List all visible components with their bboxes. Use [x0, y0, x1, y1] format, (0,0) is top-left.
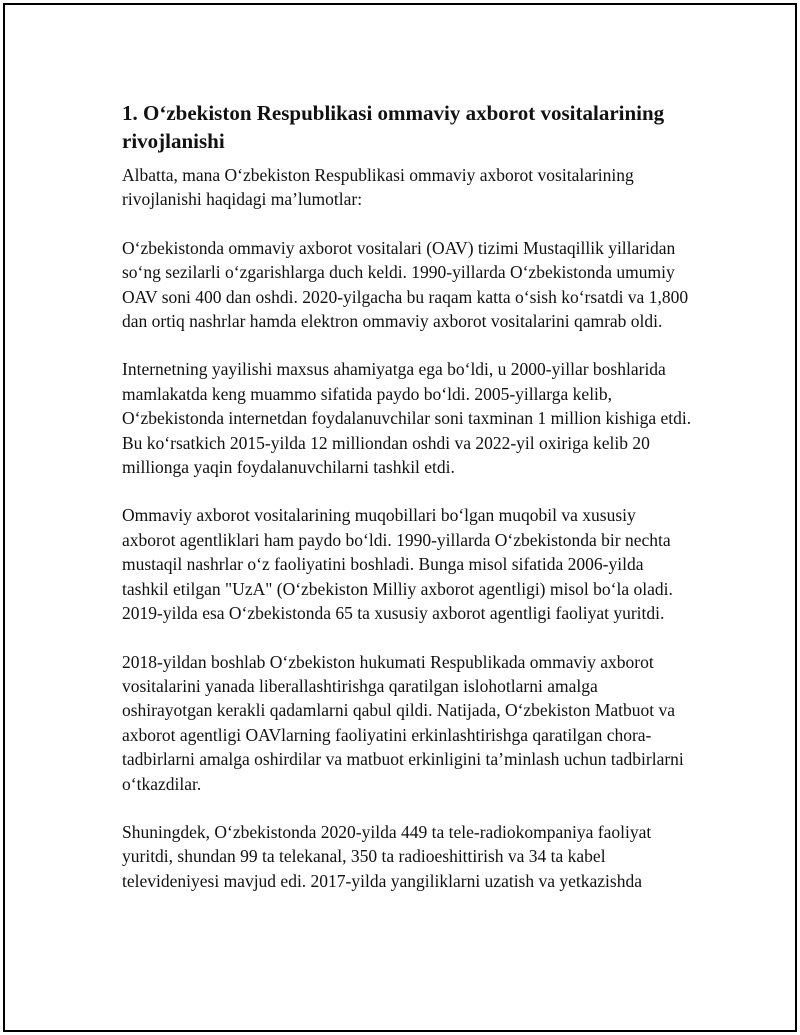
paragraph-broadcasting: Shuningdek, O‘zbekistonda 2020-yilda 449 ta tele-radiokompaniya faoliyat yuritdi, shundan 99 ta telekanal, 350 ta radioeshittirish va 34 ta kabel televideniyesi mavjud edi. 2017-yilda yangiliklarni uzatish va yetkazishda: [122, 821, 652, 891]
page-frame: [3, 3, 797, 1032]
paragraph-agencies: Ommaviy axborot vositalarining muqobillari bo‘lgan muqobil va xususiy axborot agentliklari ham paydo bo‘ldi. 1990-yillarda O‘zbekistonda bir nechta mustaqil nashrlar o‘z faoliyatini boshladi. Bunga misol sifatida 2006-yilda tashkil etilgan "UzA" (O‘zbekiston Milliy axborot agentligi) misol bo‘la oladi. 2019-yilda esa O‘zbekistonda 65 ta xususiy axborot agentligi faoliyat yuritdi.: [122, 505, 673, 624]
document-body: [122, 99, 692, 917]
paragraph-intro: Albatta, mana O‘zbekiston Respublikasi ommaviy axborot vositalarining rivojlanishi haqidagi ma’lumotlar:: [122, 165, 634, 210]
paragraph-reforms: 2018-yildan boshlab O‘zbekiston hukumati Respublikada ommaviy axborot vositalarini yanada liberallashtirishga qaratilgan islohotlarni amalga oshirayotgan kerakli qadamlarni qabul qildi. Natijada, O‘zbekiston Matbuot va axborot agentligi OAVlarning faoliyatini erkinlashtirishga qaratilgan chora-tadbirlarni amalga oshirdilar va matbuot erkinligini ta’minlash uchun tadbirlarni o‘tkazdilar.: [122, 651, 684, 794]
paragraph-internet: Internetning yayilishi maxsus ahamiyatga ega bo‘ldi, u 2000-yillar boshlarida mamlakatda keng muammo sifatida paydo bo‘ldi. 2005-yillarga kelib, O‘zbekistonda internetdan foydalanuvchilar soni taxminan 1 million kishiga etdi. Bu ko‘rsatkich 2015-yilda 12 milliondan oshdi va 2022-yil oxiriga kelib 20 millionga yaqin foydalanuvchilarni tashkil etdi.: [122, 359, 692, 478]
section-heading: 1. O‘zbekiston Respublikasi ommaviy axborot vositalarining rivojlanishi: [122, 101, 665, 153]
paragraph-oav-growth: O‘zbekistonda ommaviy axborot vositalari (OAV) tizimi Mustaqillik yillaridan so‘ng sezilarli o‘zgarishlarga duch keldi. 1990-yillarda O‘zbekistonda umumiy OAV soni 400 dan oshdi. 2020-yilgacha bu raqam katta o‘sish ko‘rsatdi va 1,800 dan ortiq nashrlar hamda elektron ommaviy axborot vositalarini qamrab oldi.: [122, 237, 689, 332]
